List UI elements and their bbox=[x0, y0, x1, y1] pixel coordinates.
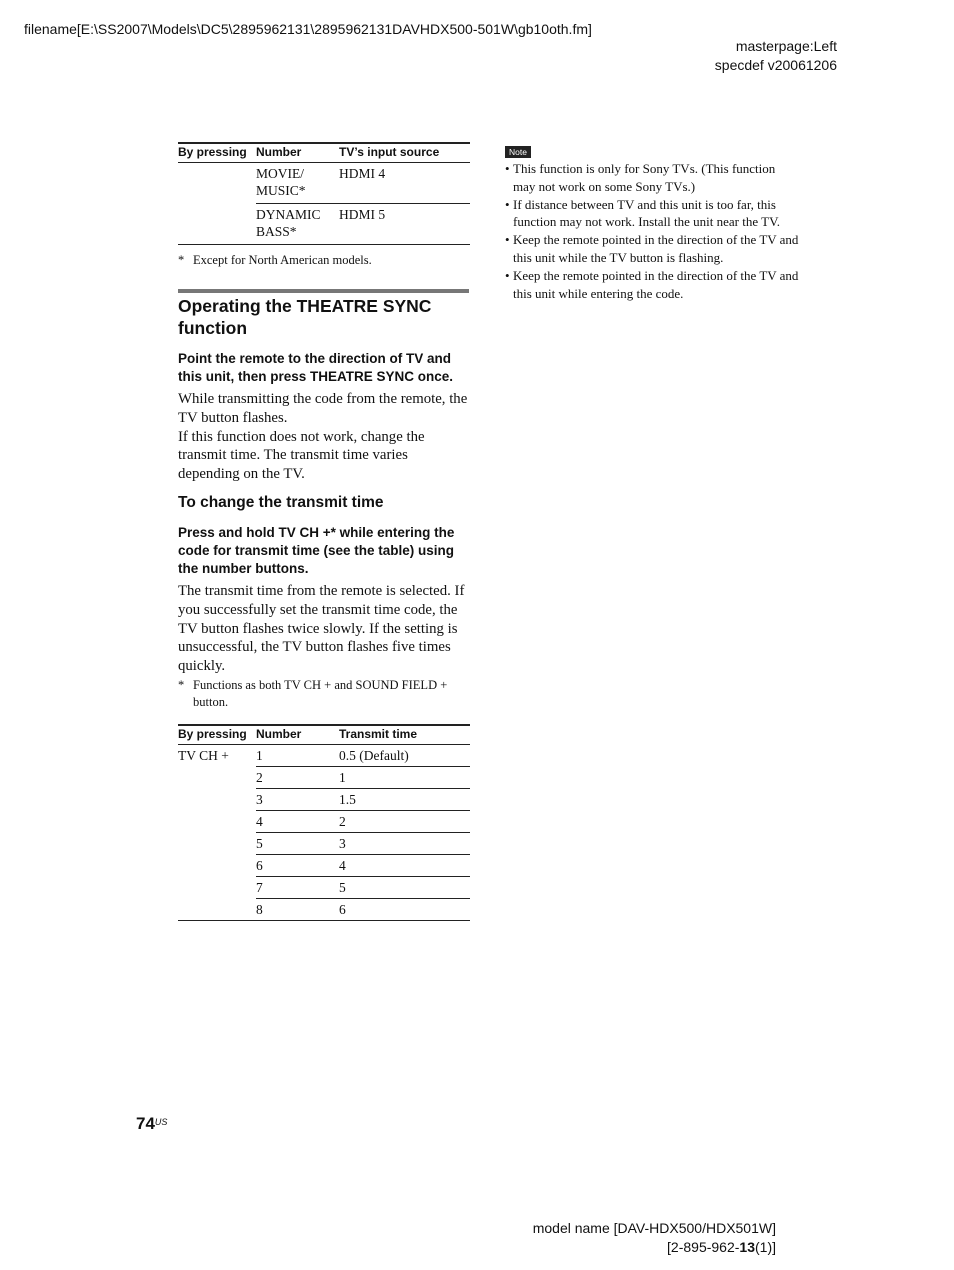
footer-model-name: model name [DAV-HDX500/HDX501W] bbox=[532, 1220, 776, 1236]
table-cell: 4 bbox=[339, 855, 470, 877]
page-number-suffix: US bbox=[154, 1117, 168, 1127]
table-row bbox=[178, 855, 470, 877]
body-text bbox=[178, 390, 473, 484]
table-cell: 1 bbox=[339, 767, 470, 789]
instruction-lead: Point the remote to the direction of TV and this unit, then press THEATRE SYNC once. bbox=[178, 351, 454, 384]
note-item: • If distance between TV and this unit is too far, this function may not work. Install the unit near the TV. bbox=[505, 196, 800, 231]
table-cell: HDMI 4 bbox=[339, 163, 470, 204]
footer-code-bold: 13 bbox=[739, 1239, 755, 1255]
table-cell: 7 bbox=[256, 877, 339, 899]
table-cell: 2 bbox=[339, 811, 470, 833]
input-source-table bbox=[178, 142, 470, 245]
table-cell bbox=[178, 899, 256, 921]
table-row bbox=[178, 163, 470, 204]
note-item: • This function is only for Sony TVs. (This function may not work on some Sony TVs.) bbox=[505, 160, 800, 195]
table-row bbox=[178, 877, 470, 899]
table-cell: 3 bbox=[256, 789, 339, 811]
table-cell: 5 bbox=[256, 833, 339, 855]
footer-code bbox=[533, 1238, 776, 1257]
table-cell: 1 bbox=[256, 745, 339, 767]
table-header: Transmit time bbox=[339, 725, 470, 745]
note-list bbox=[505, 160, 800, 303]
instruction-lead: Press and hold TV CH +* while entering the code for transmit time (see the table) using the number buttons. bbox=[178, 525, 455, 576]
subsection-title: To change the transmit time bbox=[178, 494, 384, 511]
section-footnote bbox=[178, 677, 473, 711]
table-cell: 8 bbox=[256, 899, 339, 921]
table-row bbox=[178, 789, 470, 811]
footer-code-suffix: (1)] bbox=[755, 1239, 776, 1255]
page-number-value: 74 bbox=[136, 1114, 155, 1133]
note-item: • Keep the remote pointed in the direction of the TV and this unit while the TV button is flashing. bbox=[505, 231, 800, 266]
table-cell: MOVIE/ MUSIC* bbox=[256, 163, 339, 204]
table-cell: TV CH + bbox=[178, 748, 229, 763]
table-row bbox=[178, 767, 470, 789]
table-row bbox=[178, 745, 470, 767]
body-paragraph: While transmitting the code from the remote, the TV button flashes. bbox=[178, 391, 468, 426]
footnote-mark: * bbox=[178, 253, 185, 267]
table-cell bbox=[178, 163, 256, 204]
table-cell: 5 bbox=[339, 877, 470, 899]
table-cell: 2 bbox=[256, 767, 339, 789]
table-header: Number bbox=[256, 725, 339, 745]
table-footnote bbox=[178, 253, 372, 268]
table-row bbox=[178, 833, 470, 855]
table-cell bbox=[178, 767, 256, 789]
table-header: By pressing bbox=[178, 725, 256, 745]
footnote-mark: * bbox=[178, 678, 185, 692]
table-cell: 0.5 (Default) bbox=[339, 745, 470, 767]
body-paragraph: The transmit time from the remote is selected. If you successfully set the transmit time code, the TV button flashes twice slowly. If the setting is unsuccessful, the TV button flashes five times quickly. bbox=[178, 583, 465, 675]
footnote-text: Functions as both TV CH + and SOUND FIELD + button. bbox=[193, 678, 448, 709]
footer-block bbox=[533, 1219, 776, 1257]
table-cell: HDMI 5 bbox=[339, 204, 470, 245]
header-masterpage-block bbox=[715, 37, 837, 75]
section-title: Operating the THEATRE SYNC function bbox=[178, 296, 432, 338]
table-cell: 1.5 bbox=[339, 789, 470, 811]
header-specdef: specdef v20061206 bbox=[714, 57, 837, 73]
table-cell bbox=[178, 833, 256, 855]
table-cell: DYNAMIC BASS* bbox=[256, 204, 339, 245]
section-divider bbox=[178, 289, 469, 293]
table-cell bbox=[178, 855, 256, 877]
table-cell bbox=[178, 204, 256, 245]
transmit-time-table bbox=[178, 724, 470, 921]
table-cell: 6 bbox=[339, 899, 470, 921]
table-header: Number bbox=[256, 143, 339, 163]
footer-code-prefix: [2-895-962- bbox=[667, 1239, 740, 1255]
table-row bbox=[178, 811, 470, 833]
note-badge: Note bbox=[505, 146, 531, 158]
table-header: TV’s input source bbox=[339, 143, 470, 163]
table-header: By pressing bbox=[178, 143, 256, 163]
page-number bbox=[136, 1114, 167, 1134]
footnote-text: Except for North American models. bbox=[193, 253, 372, 267]
table-cell bbox=[178, 877, 256, 899]
body-paragraph: If this function does not work, change the transmit time. The transmit time varies depending on the TV. bbox=[178, 428, 425, 483]
header-masterpage: masterpage:Left bbox=[735, 38, 837, 54]
header-filename: filename[E:\SS2007\Models\DC5\2895962131\2895962131DAVHDX500-501W\gb10oth.fm] bbox=[24, 21, 592, 37]
table-row bbox=[178, 899, 470, 921]
table-row bbox=[178, 204, 470, 245]
table-cell bbox=[178, 789, 256, 811]
table-cell: 4 bbox=[256, 811, 339, 833]
table-cell: 3 bbox=[339, 833, 470, 855]
note-item: • Keep the remote pointed in the direction of the TV and this unit while entering the code. bbox=[505, 267, 800, 302]
table-cell: 6 bbox=[256, 855, 339, 877]
table-cell bbox=[178, 811, 256, 833]
